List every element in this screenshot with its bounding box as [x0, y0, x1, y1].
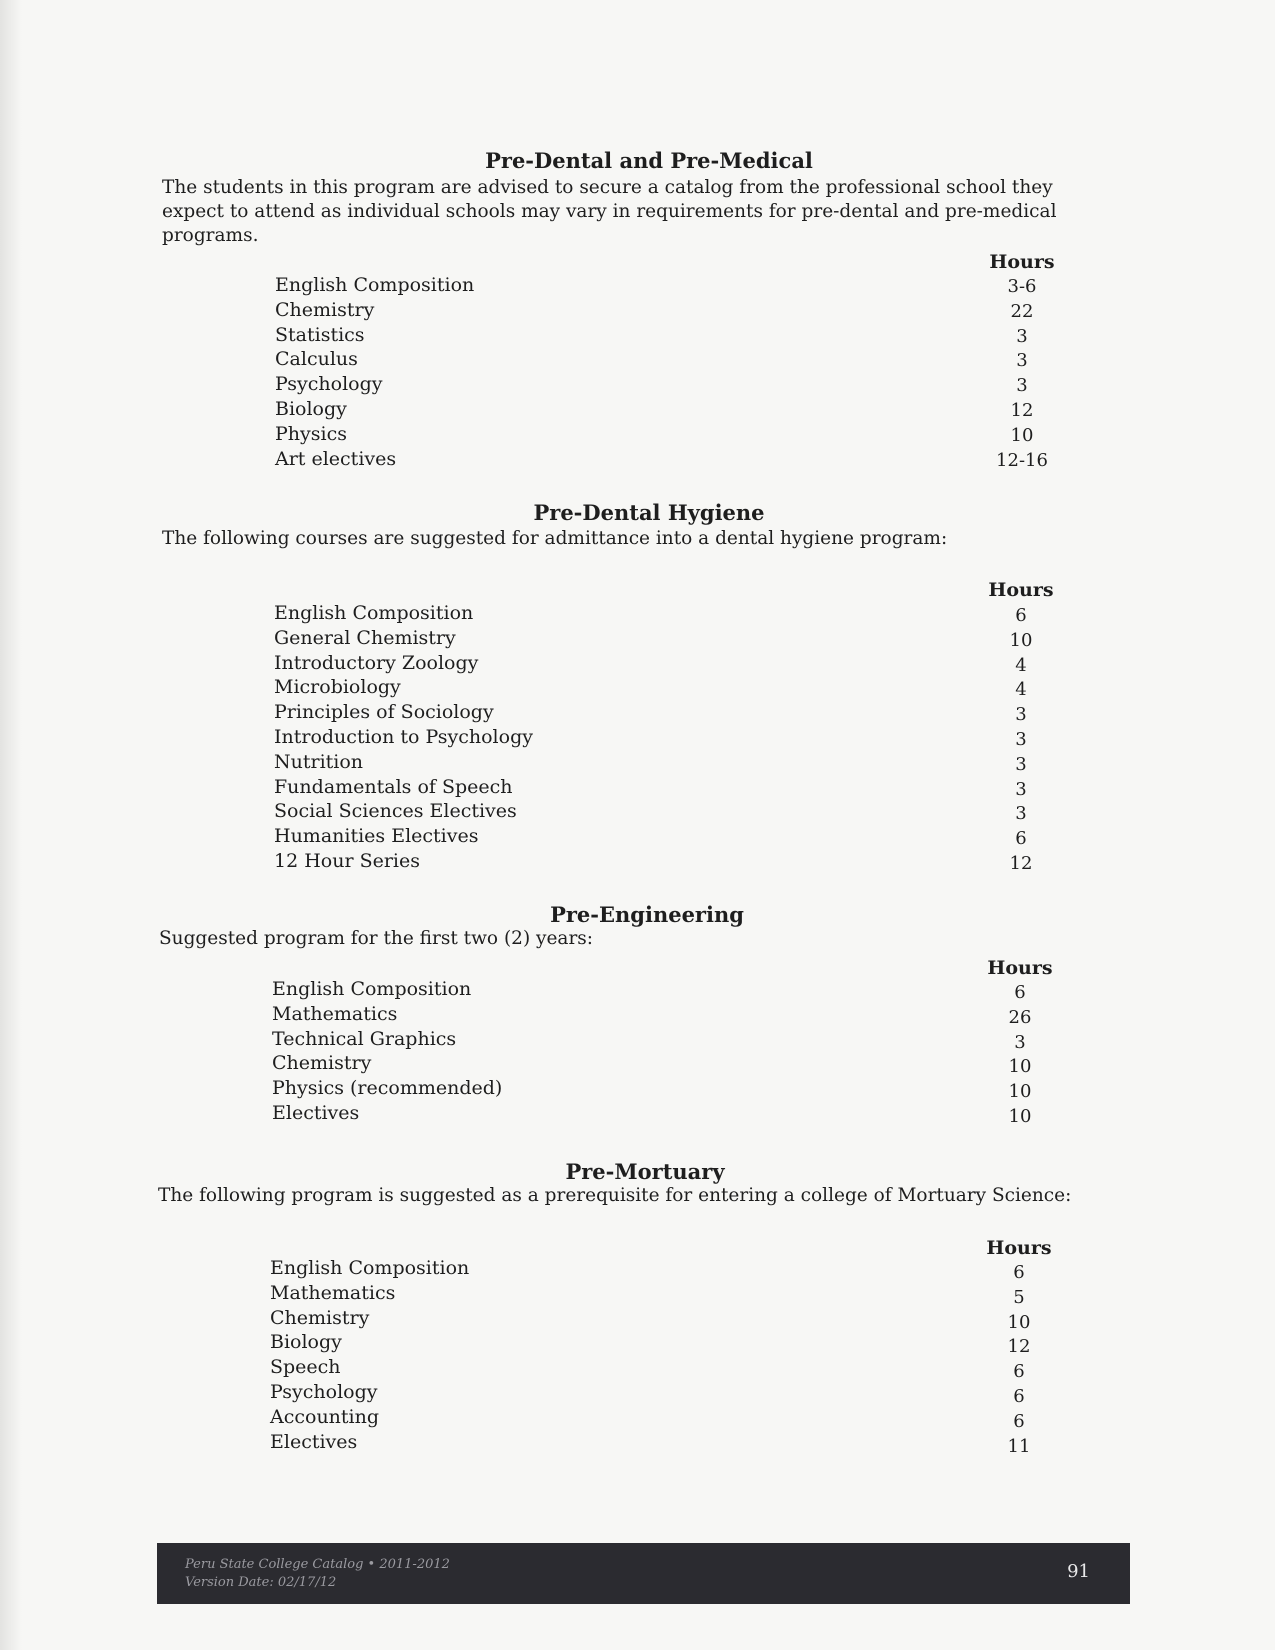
course-hours: 3 — [1016, 350, 1028, 372]
course-hours: 3 — [1014, 1031, 1026, 1053]
page-footer — [157, 1543, 1130, 1604]
course-hours: 10 — [1008, 1081, 1032, 1103]
course-hours: 6 — [1013, 1410, 1025, 1432]
course-hours: 3 — [1016, 375, 1028, 397]
course-name: Electives — [270, 1430, 358, 1453]
section-title: Pre-Dental and Pre-Medical — [485, 148, 813, 173]
course-list — [270, 1256, 469, 1454]
course-name: Fundamentals of Speech — [274, 775, 513, 798]
course-name: Chemistry — [275, 298, 375, 321]
course-hours: 22 — [1010, 300, 1034, 322]
course-name: Psychology — [270, 1380, 378, 1403]
course-hours: 6 — [1015, 605, 1027, 626]
course-name: English Composition — [270, 1257, 470, 1279]
course-hours: 10 — [1007, 1311, 1031, 1333]
course-name: Art electives — [275, 447, 397, 470]
course-hours: 3 — [1015, 704, 1027, 726]
course-name: Introductory Zoology — [274, 651, 479, 674]
course-hours: 3 — [1015, 728, 1027, 750]
course-name: General Chemistry — [274, 626, 456, 649]
hours-list — [980, 981, 1060, 1130]
course-list — [274, 601, 533, 874]
course-hours: 12-16 — [996, 449, 1048, 471]
course-name: Mathematics — [272, 1002, 398, 1025]
course-hours: 6 — [1015, 828, 1027, 850]
course-hours: 6 — [1013, 1385, 1025, 1407]
course-name: Physics (recommended) — [272, 1077, 503, 1100]
course-hours: 6 — [1013, 1262, 1025, 1283]
course-name: Statistics — [275, 323, 365, 346]
course-name: Speech — [270, 1356, 341, 1379]
course-hours: 10 — [1008, 1056, 1032, 1078]
course-name: Social Sciences Electives — [274, 800, 517, 823]
course-hours: 3 — [1015, 803, 1027, 825]
page-edge-shadow — [0, 0, 22, 1650]
course-hours: 3 — [1015, 753, 1027, 775]
course-hours: 4 — [1015, 679, 1027, 701]
hours-header: Hours — [988, 579, 1054, 601]
course-list — [275, 273, 474, 471]
course-name: Biology — [270, 1331, 342, 1354]
course-name: English Composition — [275, 274, 475, 296]
course-hours: 26 — [1008, 1006, 1032, 1028]
section-title: Pre-Dental Hygiene — [533, 500, 765, 525]
section-intro: The following program is suggested as a prerequisite for entering a college of Mortuary Science: — [158, 1185, 1072, 1206]
course-name: Psychology — [275, 373, 383, 396]
section-intro: The following courses are suggested for admittance into a dental hygiene program: — [162, 528, 948, 549]
footer-version-date: Version Date: 02/17/12 — [185, 1575, 337, 1590]
course-name: Humanities Electives — [274, 825, 479, 848]
hours-list — [979, 1261, 1059, 1459]
course-name: Calculus — [275, 348, 358, 371]
course-name: Chemistry — [270, 1306, 370, 1329]
hours-header: Hours — [987, 957, 1053, 979]
course-name: Introduction to Psychology — [274, 725, 533, 748]
course-name: Electives — [272, 1101, 360, 1124]
course-hours: 12 — [1010, 399, 1034, 421]
footer-catalog-title: Peru State College Catalog • 2011-2012 — [185, 1557, 450, 1572]
hours-header: Hours — [989, 251, 1055, 273]
course-name: Principles of Sociology — [274, 701, 494, 724]
course-name: Technical Graphics — [272, 1027, 457, 1050]
section-title: Pre-Mortuary — [565, 1159, 725, 1184]
course-hours: 6 — [1013, 1361, 1025, 1383]
section-title: Pre-Engineering — [550, 902, 744, 927]
course-name: Chemistry — [272, 1052, 372, 1075]
hours-header: Hours — [986, 1237, 1052, 1259]
course-name: Biology — [275, 397, 347, 420]
course-name: 12 Hour Series — [274, 849, 420, 872]
course-name: Nutrition — [274, 750, 364, 773]
course-name: English Composition — [272, 978, 472, 1000]
course-name: Accounting — [270, 1405, 380, 1428]
course-name: Mathematics — [270, 1281, 396, 1304]
page-number: 91 — [1067, 1561, 1090, 1582]
course-hours: 6 — [1014, 982, 1026, 1003]
course-name: Physics — [275, 422, 347, 445]
hours-list — [981, 604, 1061, 877]
course-hours: 11 — [1007, 1435, 1031, 1457]
course-hours: 3 — [1015, 778, 1027, 800]
course-hours: 10 — [1010, 424, 1034, 446]
section-intro: The students in this program are advised to secure a catalog from the professional school they expect to attend as individual schools may vary in requirements for pre-dental and pre-medical programs. — [162, 177, 1057, 246]
course-hours: 3-6 — [1007, 276, 1037, 297]
course-hours: 4 — [1015, 654, 1027, 676]
course-hours: 5 — [1013, 1286, 1025, 1308]
course-hours: 3 — [1016, 325, 1028, 347]
course-name: English Composition — [274, 602, 474, 624]
course-list — [272, 977, 502, 1126]
course-name: Microbiology — [274, 676, 401, 699]
course-hours: 10 — [1009, 629, 1033, 651]
course-hours: 12 — [1009, 852, 1033, 874]
section-intro: Suggested program for the first two (2) years: — [159, 928, 594, 949]
course-hours: 10 — [1008, 1105, 1032, 1127]
course-hours: 12 — [1007, 1336, 1031, 1358]
hours-list — [982, 275, 1062, 473]
